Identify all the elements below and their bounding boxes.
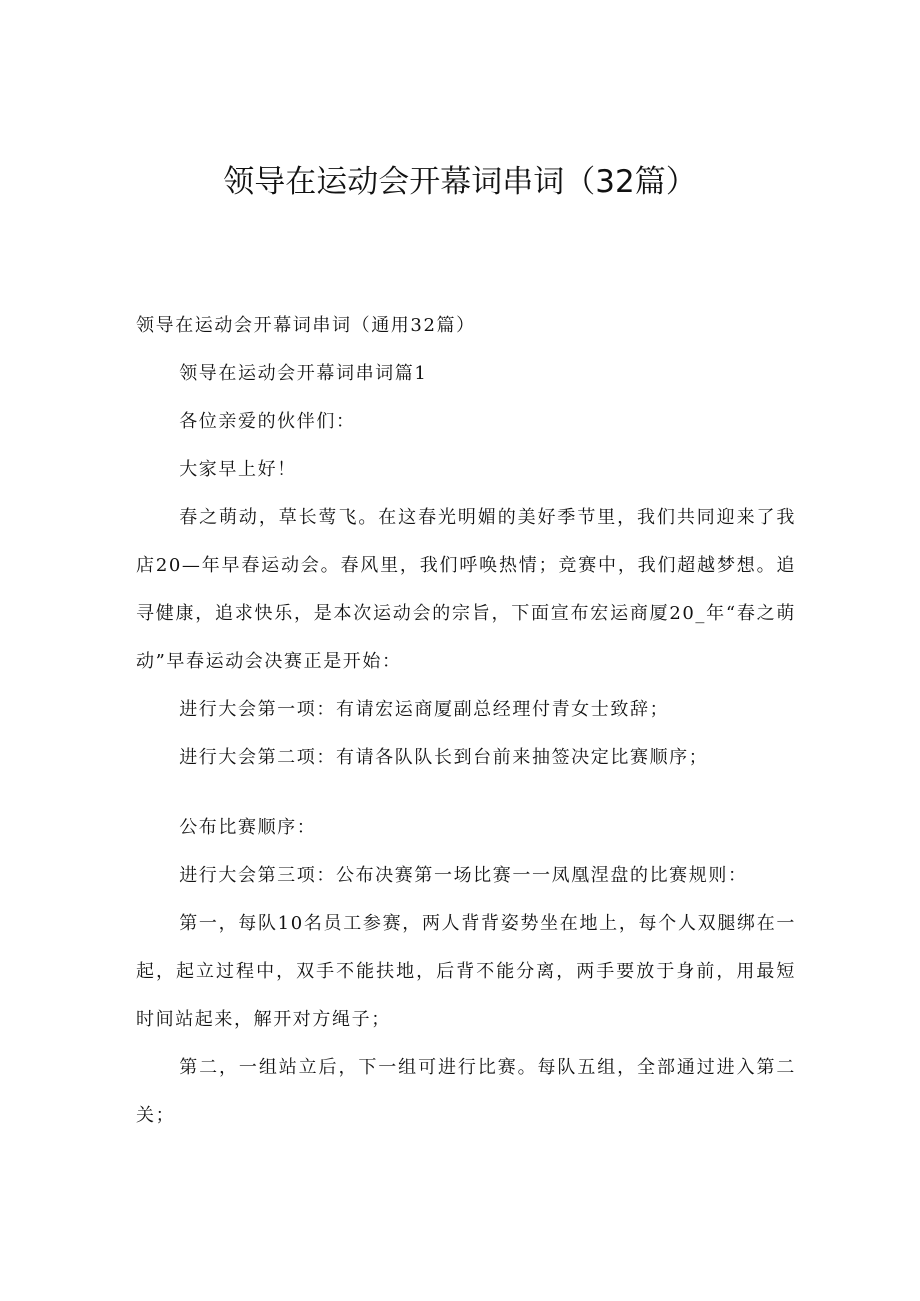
paragraph-subtitle: 领导在运动会开幕词串词（通用32篇） [136,315,476,336]
document-title: 领导在运动会开幕词串词（32篇） [223,164,697,200]
paragraph-section-heading: 领导在运动会开幕词串词篇1 [179,363,428,384]
paragraph-item-3: 进行大会第三项：公布决赛第一场比赛一一凤凰涅盘的比赛规则： [179,865,748,886]
paragraph-opening: 春之萌动，草长莺飞。在这春光明媚的美好季节里，我们共同迎来了我店20—年早春运动会。春风里，我们呼唤热情；竞赛中，我们超越梦想。追寻健康，追求快乐，是本次运动会的宗旨，下面宣布宏运商厦20_年“春之萌动”早春运动会决赛正是开始： [136,507,796,672]
paragraph-rule-2: 第二，一组站立后，下一组可进行比赛。每队五组，全部通过进入第二关； [136,1057,796,1126]
paragraph-item-2: 进行大会第二项：有请各队队长到台前来抽签决定比赛顺序； [179,747,709,768]
paragraph-greeting: 大家早上好！ [179,459,297,480]
paragraph-salutation: 各位亲爱的伙伴们： [179,411,356,432]
paragraph-order: 公布比赛顺序： [179,817,317,838]
paragraph-rule-1: 第一，每队10名员工参赛，两人背背姿势坐在地上，每个人双腿绑在一起，起立过程中，双手不能扶地，后背不能分离，两手要放于身前，用最短时间站起来，解开对方绳子； [136,913,796,1030]
document-body [136,302,796,1140]
paragraph-item-1: 进行大会第一项：有请宏运商厦副总经理付青女士致辞； [179,699,670,720]
